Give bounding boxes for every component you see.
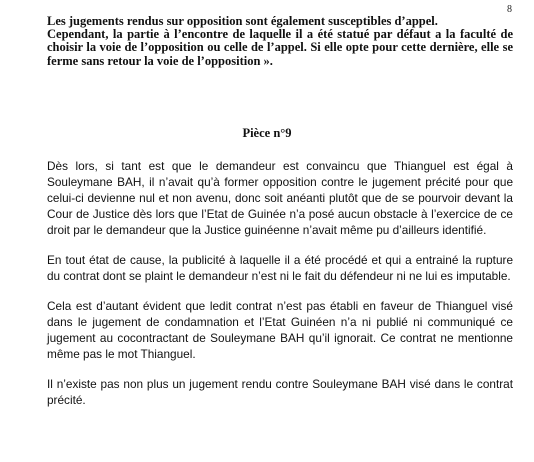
quoted-paragraph-2: Cependant, la partie à l’encontre de laquelle il a été statué par défaut a la faculté de choisir la voie de l’opposition ou celle de l’appel. Si elle opte pour cette dernière, elle se ferme sans retour la voie de l’opposition ». <box>47 27 513 68</box>
body-text <box>47 158 513 422</box>
exhibit-heading: Pièce n°9 <box>242 126 292 140</box>
body-paragraph-3: Cela est d’autant évident que ledit contrat n’est pas établi en faveur de Thianguel visé dans le jugement de condamnation et l’Etat Guinéen n’a ni publié ni communiqué ce jugement au cocontractant de Souleymane BAH qu’il ignorait. Ce contrat ne mentionne même pas le mot Thianguel. <box>47 299 513 361</box>
body-paragraph-4: Il n’existe pas non plus un jugement rendu contre Souleymane BAH visé dans le contrat précité. <box>47 377 513 407</box>
quoted-paragraph-1: Les jugements rendus sur opposition sont également susceptibles d’appel. <box>47 14 438 28</box>
body-paragraph-2: En tout état de cause, la publicité à laquelle il a été procédé et qui a entrainé la rupture du contrat dont se plaint le demandeur n’est ni le fait du défendeur ni ne lui es imputable. <box>47 253 513 283</box>
quoted-legal-text <box>47 15 513 68</box>
body-paragraph-1: Dès lors, si tant est que le demandeur est convaincu que Thianguel est égal à Souleymane BAH, il n’avait qu’à former opposition contre le jugement précité pour que celui-ci devienne nul et non avenu, donc soit anéanti plutôt que de se pourvoir devant la Cour de Justice dès lors que l’Etat de Guinée n’a posé aucun obstacle à l’exercice de ce droit par le demandeur que la Justice guinéenne n’avait même pu d’ailleurs identifié. <box>47 159 513 237</box>
page-number: 8 <box>507 4 512 15</box>
